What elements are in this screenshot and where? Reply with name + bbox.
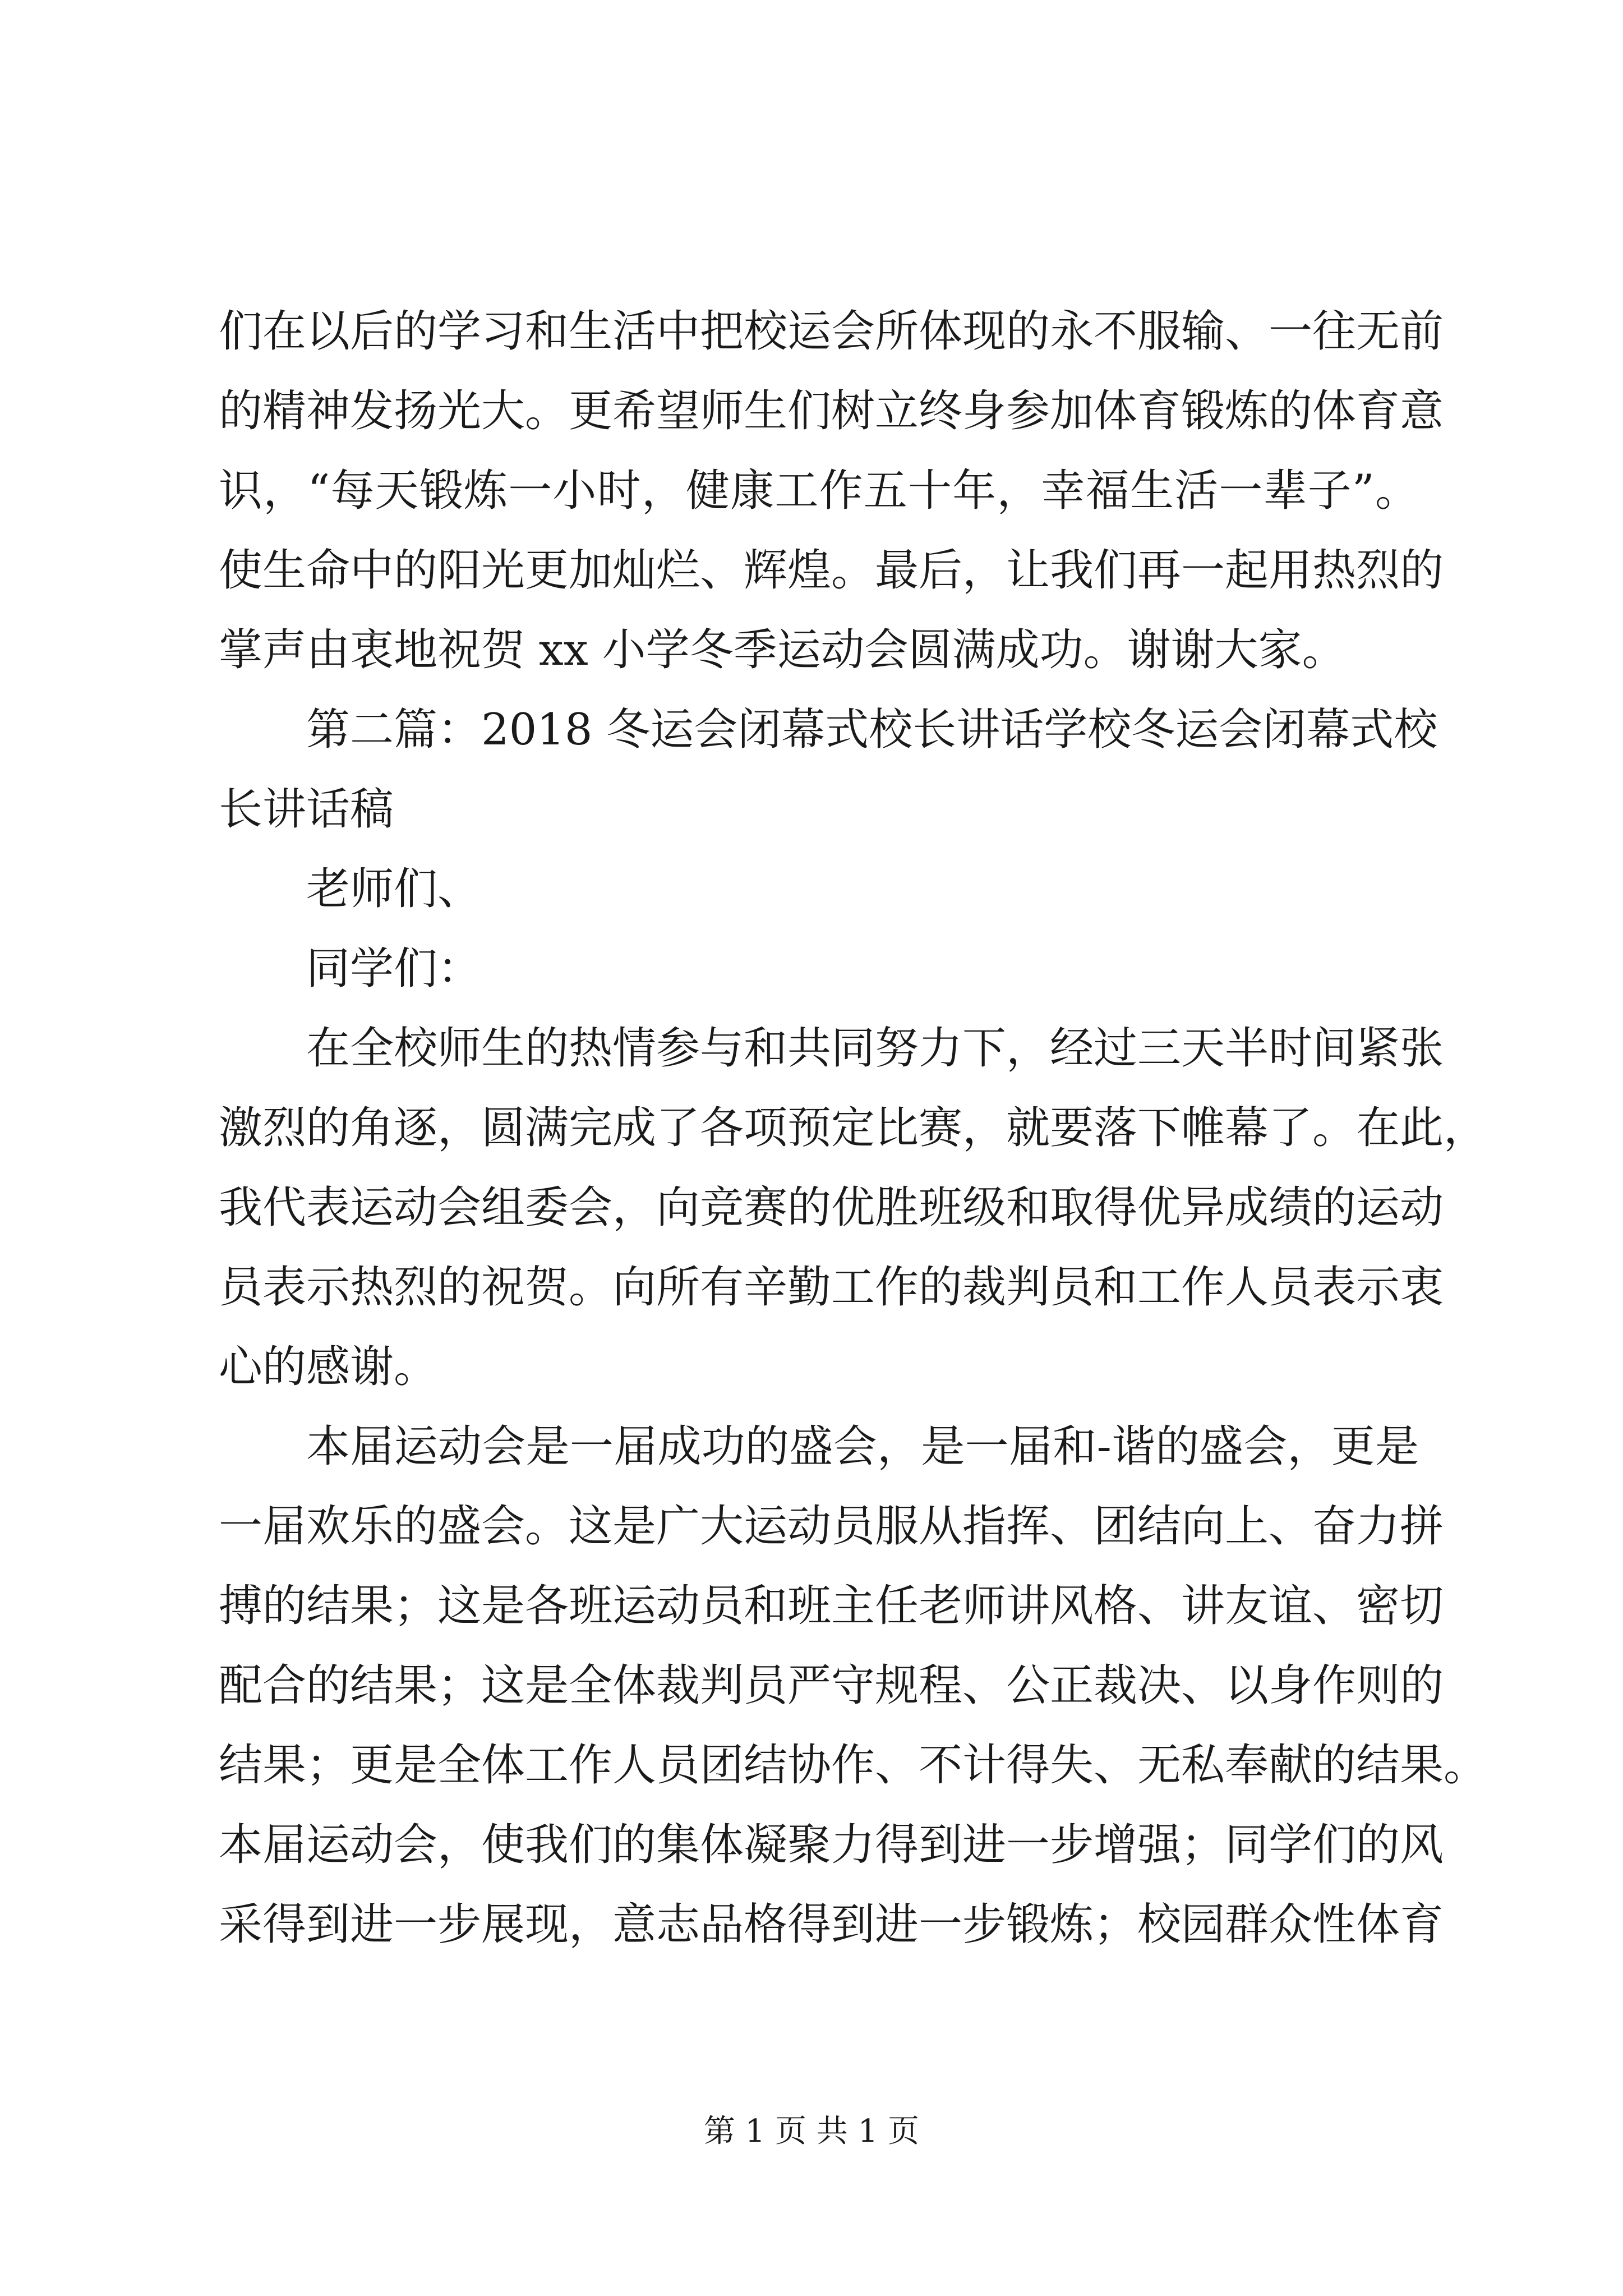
text-line: 心的感谢。 [219,1342,438,1392]
section-heading-line: 长讲话稿 [219,784,394,835]
text-line: 本届运动会，使我们的集体凝聚力得到进一步增强；同学们的风 [219,1820,1444,1870]
text-line: 使生命中的阳光更加灿烂、辉煌。最后，让我们再一起用热烈的 [219,545,1444,596]
text-line: 本届运动会是一届成功的盛会，是一届和-谐的盛会，更是 [306,1421,1419,1472]
text-line: 激烈的角逐，圆满完成了各项预定比赛，就要落下帷幕了。在此， [219,1103,1488,1153]
text-line: 员表示热烈的祝贺。向所有辛勤工作的裁判员和工作人员表示衷 [219,1262,1444,1313]
document-body [219,292,1488,1964]
text-line: 一届欢乐的盛会。这是广大运动员服从指挥、团结向上、奋力拼 [219,1501,1444,1552]
salutation-line: 老师们、 [306,864,482,914]
text-line: 我代表运动会组委会，向竞赛的优胜班级和取得优异成绩的运动 [219,1182,1444,1233]
text-line: 采得到进一步展现，意志品格得到进一步锻炼；校园群众性体育 [219,1899,1444,1950]
text-line: 在全校师生的热情参与和共同努力下，经过三天半时间紧张 [306,1023,1444,1074]
text-line: 搏的结果；这是各班运动员和班主任老师讲风格、讲友谊、密切 [219,1581,1444,1631]
text-line: 配合的结果；这是全体裁判员严守规程、公正裁决、以身作则的 [219,1660,1444,1711]
text-line: 掌声由衷地祝贺 xx 小学冬季运动会圆满成功。谢谢大家。 [219,625,1346,675]
text-line: 的精神发扬光大。更希望师生们树立终身参加体育锻炼的体育意 [219,386,1444,436]
text-line: 结果；更是全体工作人员团结协作、不计得失、无私奉献的结果。 [219,1740,1488,1791]
text-line: 们在以后的学习和生活中把校运会所体现的永不服输、一往无前 [219,306,1444,357]
section-heading-line: 第二篇：2018 冬运会闭幕式校长讲话学校冬运会闭幕式校 [306,705,1438,755]
salutation-line: 同学们： [306,944,482,994]
text-line: 识，“每天锻炼一小时，健康工作五十年，幸福生活一辈子”。 [219,466,1419,516]
page-number-footer: 第 1 页 共 1 页 [703,2113,920,2150]
